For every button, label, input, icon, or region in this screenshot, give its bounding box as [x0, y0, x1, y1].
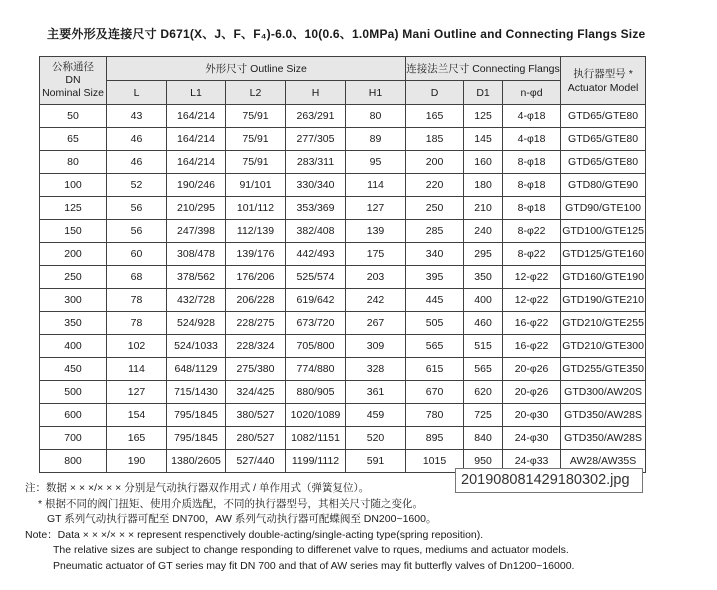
value-cell: 275/380: [226, 358, 286, 381]
value-cell: 56: [107, 197, 167, 220]
actuator-model-cell: GTD255/GTE350: [561, 358, 646, 381]
value-cell: 324/425: [226, 381, 286, 404]
value-cell: 8-φ22: [503, 220, 561, 243]
value-cell: 565: [406, 335, 464, 358]
value-cell: 525/574: [286, 266, 346, 289]
dn-cell: 300: [40, 289, 107, 312]
value-cell: 228/324: [226, 335, 286, 358]
dn-cell: 400: [40, 335, 107, 358]
col-header-H1: H1: [346, 81, 406, 105]
value-cell: 160: [464, 151, 503, 174]
value-cell: 673/720: [286, 312, 346, 335]
actuator-model-cell: GTD190/GTE210: [561, 289, 646, 312]
value-cell: 459: [346, 404, 406, 427]
table-row: [40, 105, 646, 128]
table-header: [40, 57, 646, 105]
note-line-en-1: Note：Data × × ×/× × × represent respenctively double-acting/single-acting type(spring reposition).: [25, 528, 484, 541]
value-cell: 60: [107, 243, 167, 266]
value-cell: 780: [406, 404, 464, 427]
value-cell: 228/275: [226, 312, 286, 335]
value-cell: 950: [464, 450, 503, 473]
value-cell: 52: [107, 174, 167, 197]
value-cell: 190: [107, 450, 167, 473]
value-cell: 127: [346, 197, 406, 220]
value-cell: 210: [464, 197, 503, 220]
value-cell: 12-φ22: [503, 266, 561, 289]
value-cell: 4-φ18: [503, 128, 561, 151]
value-cell: 380/527: [226, 404, 286, 427]
value-cell: 20-φ30: [503, 404, 561, 427]
table-row: [40, 174, 646, 197]
dn-cell: 125: [40, 197, 107, 220]
dn-cell: 100: [40, 174, 107, 197]
col-header-D: D: [406, 81, 464, 105]
value-cell: 114: [346, 174, 406, 197]
value-cell: 175: [346, 243, 406, 266]
value-cell: 432/728: [167, 289, 226, 312]
value-cell: 46: [107, 151, 167, 174]
value-cell: 250: [406, 197, 464, 220]
value-cell: 795/1845: [167, 427, 226, 450]
value-cell: 395: [406, 266, 464, 289]
value-cell: 75/91: [226, 151, 286, 174]
value-cell: 505: [406, 312, 464, 335]
dn-cell: 50: [40, 105, 107, 128]
dn-cell: 80: [40, 151, 107, 174]
value-cell: 75/91: [226, 128, 286, 151]
value-cell: 520: [346, 427, 406, 450]
table-row: [40, 404, 646, 427]
value-cell: 1020/1089: [286, 404, 346, 427]
actuator-header-line-zh: 执行器型号 *: [573, 67, 633, 80]
actuator-model-cell: GTD160/GTE190: [561, 266, 646, 289]
dn-header-line-zh: 公称通径: [52, 61, 94, 73]
value-cell: 200: [406, 151, 464, 174]
value-cell: 164/214: [167, 105, 226, 128]
table-row: [40, 220, 646, 243]
actuator-model-cell: GTD350/AW28S: [561, 404, 646, 427]
value-cell: 164/214: [167, 128, 226, 151]
dn-cell: 700: [40, 427, 107, 450]
value-cell: 8-φ18: [503, 174, 561, 197]
value-cell: 46: [107, 128, 167, 151]
note-line-zh-2: * 根据不同的阀门扭矩、使用介质选配，不同的执行器型号，其相关尺寸随之变化。: [38, 497, 424, 510]
value-cell: 400: [464, 289, 503, 312]
value-cell: 8-φ22: [503, 243, 561, 266]
note-line-zh-3: GT 系列气动执行器可配至 DN700，AW 系列气动执行器可配蝶阀至 DN200~1600。: [47, 513, 437, 526]
value-cell: 68: [107, 266, 167, 289]
actuator-model-cell: GTD125/GTE160: [561, 243, 646, 266]
value-cell: 1199/1112: [286, 450, 346, 473]
actuator-model-cell: GTD90/GTE100: [561, 197, 646, 220]
value-cell: 8-φ18: [503, 151, 561, 174]
value-cell: 591: [346, 450, 406, 473]
table-row: [40, 266, 646, 289]
col-group-connecting-flange: 连接法兰尺寸 Connecting Flangs: [406, 57, 561, 81]
value-cell: 378/562: [167, 266, 226, 289]
note-line-en-3: Pneumatic actuator of GT series may fit DN 700 and that of AW series may fit butterfly valves of Dn1200~16000.: [53, 559, 575, 572]
value-cell: 524/928: [167, 312, 226, 335]
value-cell: 340: [406, 243, 464, 266]
value-cell: 101/112: [226, 197, 286, 220]
value-cell: 75/91: [226, 105, 286, 128]
note-line-en-2: The relative sizes are subject to change responding to differenet valve to rques, mediums and actuator models.: [53, 544, 569, 557]
value-cell: 1082/1151: [286, 427, 346, 450]
page-title: 主要外形及连接尺寸 D671(X、J、F、F₄)-6.0、10(0.6、1.0MPa) Mani Outline and Connecting Flangs Size: [47, 27, 646, 41]
col-header-n-phi-d: n-φd: [503, 81, 561, 105]
col-group-outline-size: 外形尺寸 Outline Size: [107, 57, 406, 81]
group-header-row: [40, 57, 646, 81]
value-cell: 210/295: [167, 197, 226, 220]
value-cell: 715/1430: [167, 381, 226, 404]
actuator-model-cell: GTD300/AW20S: [561, 381, 646, 404]
value-cell: 330/340: [286, 174, 346, 197]
value-cell: 165: [107, 427, 167, 450]
value-cell: 382/408: [286, 220, 346, 243]
col-header-H: H: [286, 81, 346, 105]
dn-cell: 350: [40, 312, 107, 335]
value-cell: 165: [406, 105, 464, 128]
value-cell: 442/493: [286, 243, 346, 266]
value-cell: 880/905: [286, 381, 346, 404]
value-cell: 4-φ18: [503, 105, 561, 128]
sub-header-row: [40, 81, 646, 105]
value-cell: 280/527: [226, 427, 286, 450]
table-row: [40, 335, 646, 358]
value-cell: 80: [346, 105, 406, 128]
value-cell: 24-φ33: [503, 450, 561, 473]
table-row: [40, 243, 646, 266]
dn-cell: 200: [40, 243, 107, 266]
table-row: [40, 289, 646, 312]
value-cell: 78: [107, 312, 167, 335]
footnotes: [25, 481, 717, 575]
value-cell: 56: [107, 220, 167, 243]
value-cell: 43: [107, 105, 167, 128]
dn-cell: 500: [40, 381, 107, 404]
actuator-model-cell: GTD350/AW28S: [561, 427, 646, 450]
value-cell: 242: [346, 289, 406, 312]
value-cell: 515: [464, 335, 503, 358]
value-cell: 164/214: [167, 151, 226, 174]
value-cell: 774/880: [286, 358, 346, 381]
value-cell: 267: [346, 312, 406, 335]
value-cell: 127: [107, 381, 167, 404]
value-cell: 309: [346, 335, 406, 358]
value-cell: 1015: [406, 450, 464, 473]
value-cell: 895: [406, 427, 464, 450]
value-cell: 112/139: [226, 220, 286, 243]
col-header-D1: D1: [464, 81, 503, 105]
value-cell: 220: [406, 174, 464, 197]
value-cell: 705/800: [286, 335, 346, 358]
actuator-model-cell: GTD100/GTE125: [561, 220, 646, 243]
value-cell: 350: [464, 266, 503, 289]
table-row: [40, 427, 646, 450]
value-cell: 795/1845: [167, 404, 226, 427]
actuator-model-cell: GTD210/GTE255: [561, 312, 646, 335]
value-cell: 154: [107, 404, 167, 427]
value-cell: 361: [346, 381, 406, 404]
value-cell: 16-φ22: [503, 312, 561, 335]
value-cell: 620: [464, 381, 503, 404]
value-cell: 263/291: [286, 105, 346, 128]
value-cell: 527/440: [226, 450, 286, 473]
table-row: [40, 381, 646, 404]
col-header-L: L: [107, 81, 167, 105]
value-cell: 176/206: [226, 266, 286, 289]
value-cell: 180: [464, 174, 503, 197]
dn-cell: 250: [40, 266, 107, 289]
dn-cell: 450: [40, 358, 107, 381]
dn-header-line-en: Nominal Size: [42, 87, 104, 99]
value-cell: 16-φ22: [503, 335, 561, 358]
value-cell: 328: [346, 358, 406, 381]
value-cell: 670: [406, 381, 464, 404]
table-row: [40, 358, 646, 381]
table-row: [40, 128, 646, 151]
value-cell: 295: [464, 243, 503, 266]
value-cell: 190/246: [167, 174, 226, 197]
value-cell: 203: [346, 266, 406, 289]
filename-watermark: 201908081429180302.jpg: [455, 468, 643, 493]
dimensions-table: [39, 56, 646, 473]
value-cell: 139/176: [226, 243, 286, 266]
actuator-header-line-en: Actuator Model: [567, 81, 639, 94]
value-cell: 840: [464, 427, 503, 450]
table-row: [40, 151, 646, 174]
table-row: [40, 312, 646, 335]
value-cell: 619/642: [286, 289, 346, 312]
value-cell: 615: [406, 358, 464, 381]
col-header-L2: L2: [226, 81, 286, 105]
value-cell: 102: [107, 335, 167, 358]
actuator-model-cell: GTD210/GTE300: [561, 335, 646, 358]
table-body: [40, 105, 646, 473]
value-cell: 247/398: [167, 220, 226, 243]
actuator-model-cell: GTD65/GTE80: [561, 128, 646, 151]
value-cell: 648/1129: [167, 358, 226, 381]
value-cell: 240: [464, 220, 503, 243]
table-row: [40, 197, 646, 220]
value-cell: 89: [346, 128, 406, 151]
actuator-model-cell: GTD65/GTE80: [561, 151, 646, 174]
value-cell: 283/311: [286, 151, 346, 174]
actuator-model-cell: GTD65/GTE80: [561, 105, 646, 128]
dn-cell: 65: [40, 128, 107, 151]
dn-cell: 600: [40, 404, 107, 427]
col-header-dn: [40, 57, 107, 105]
col-header-L1: L1: [167, 81, 226, 105]
value-cell: 114: [107, 358, 167, 381]
value-cell: 185: [406, 128, 464, 151]
value-cell: 12-φ22: [503, 289, 561, 312]
value-cell: 24-φ30: [503, 427, 561, 450]
value-cell: 353/369: [286, 197, 346, 220]
value-cell: 308/478: [167, 243, 226, 266]
value-cell: 277/305: [286, 128, 346, 151]
value-cell: 20-φ26: [503, 381, 561, 404]
dn-cell: 800: [40, 450, 107, 473]
value-cell: 91/101: [226, 174, 286, 197]
value-cell: 285: [406, 220, 464, 243]
actuator-model-cell: GTD80/GTE90: [561, 174, 646, 197]
value-cell: 725: [464, 404, 503, 427]
col-header-actuator-model: [561, 57, 646, 105]
value-cell: 139: [346, 220, 406, 243]
value-cell: 125: [464, 105, 503, 128]
value-cell: 8-φ18: [503, 197, 561, 220]
value-cell: 20-φ26: [503, 358, 561, 381]
value-cell: 145: [464, 128, 503, 151]
value-cell: 565: [464, 358, 503, 381]
value-cell: 78: [107, 289, 167, 312]
value-cell: 445: [406, 289, 464, 312]
dn-header-line-dn: DN: [65, 74, 81, 86]
actuator-model-cell: AW28/AW35S: [561, 450, 646, 473]
value-cell: 95: [346, 151, 406, 174]
value-cell: 524/1033: [167, 335, 226, 358]
value-cell: 460: [464, 312, 503, 335]
value-cell: 1380/2605: [167, 450, 226, 473]
note-line-zh-1: 注：数据 × × ×/× × × 分别是气动执行器双作用式 / 单作用式（弹簧复位）。: [25, 482, 370, 494]
dn-cell: 150: [40, 220, 107, 243]
value-cell: 206/228: [226, 289, 286, 312]
